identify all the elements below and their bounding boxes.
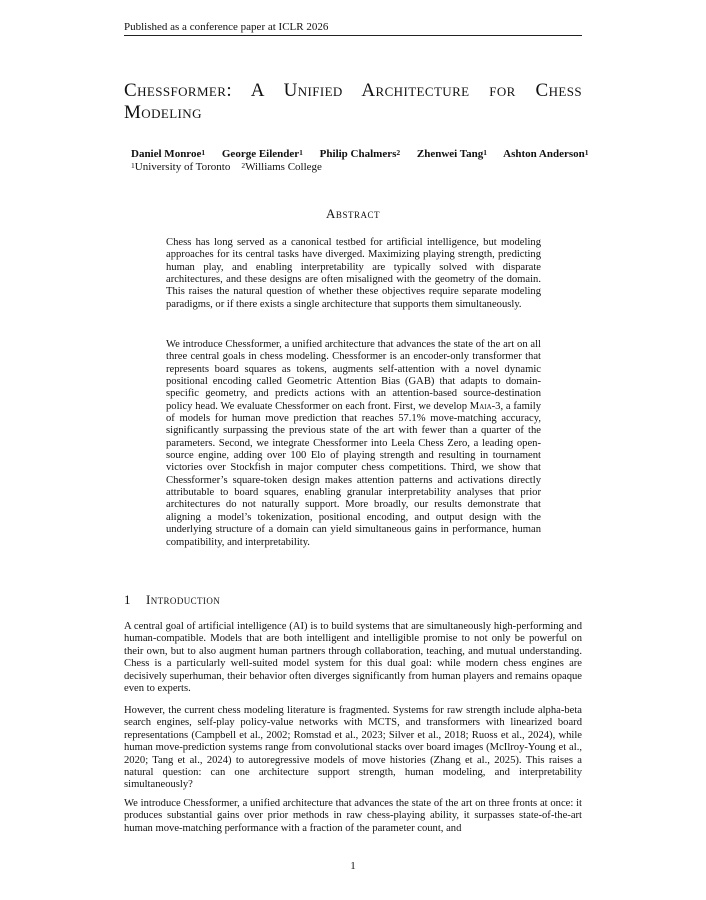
author-affil-mark: 1 [299, 148, 303, 157]
model-name: Maia-3 [469, 400, 501, 412]
abstract-paragraph [166, 339, 541, 549]
body-paragraph: However, the current chess modeling literature is fragmented. Systems for raw strength include alpha-beta search engines, self-play policy-value networks with MCTS, and transformers with linearized board representations (Campbell et al., 2002; Romstad et al., 2023; Silver et al., 2018; Ruoss et al., 2024), while human move-prediction systems range from convolutional stacks over board images (McIlroy-Young et al., 2020; Tang et al., 2024) to autoregressive models of move histories (Zhang et al., 2025). This raises a natural question: can one architecture support strength, human modeling, and interpretability simultaneously? [124, 705, 582, 791]
author-name: Ashton Anderson [503, 148, 585, 160]
affiliations [131, 161, 531, 174]
author [320, 148, 400, 160]
header-rule [124, 35, 582, 36]
abstract-text: We introduce Chessformer, a unified architecture that advances the state of the art on all three central goals in chess modeling. Chessformer is an encoder-only transformer that represents board squares as tokens, augments self-attention with a novel dynamic positional encoding called Geometric Attention Bias (GAB) that adapts to domain-specific geometry, and predicts actions with an attention-based source-destination policy head. We evaluate Chessformer on each front. First, we develop [166, 339, 541, 412]
author-name: Daniel Monroe [131, 148, 202, 160]
affil-mark: 2 [241, 161, 246, 170]
affiliation: Williams College [245, 161, 322, 173]
author [222, 148, 303, 160]
author-name: Philip Chalmers [319, 148, 397, 160]
abstract-heading: Abstract [326, 206, 380, 221]
body-paragraph: We introduce Chessformer, a unified architecture that advances the state of the art on three fronts at once: it produces substantial gains over prior methods in raw chess-playing ability, it surpasses state-of-the-art human move-matching performance with a fraction of the parameter count, and [124, 798, 582, 834]
affiliation: University of Toronto [134, 161, 231, 173]
author-affil-mark: 1 [201, 148, 206, 157]
paper-title: Chessformer: A Unified Architecture for Chess Modeling [124, 80, 582, 123]
author-name: George Eilender [221, 148, 300, 160]
author-affil-mark: 2 [396, 148, 401, 157]
author-affil-mark: 1 [584, 148, 589, 157]
body-paragraph: A central goal of artificial intelligence (AI) is to build systems that are simultaneously high-performing and human-compatible. Models that are both intelligent and intelligible promise to not only be powerful on their own, but to also augment human partners through collaboration, teaching, and mutual understanding. Chess is a particularly well-suited model system for this dual goal: while modern chess engines are decisively superhuman, their behavior often diverges significantly from human players and remains opaque even to experts. [124, 621, 582, 695]
author [131, 148, 205, 160]
section-number: 1 [124, 592, 131, 607]
author-list [131, 148, 611, 161]
running-header: Published as a conference paper at ICLR 2026 [124, 21, 329, 33]
section-heading [124, 592, 582, 608]
affil-mark: 1 [131, 161, 135, 170]
section-title: Introduction [146, 592, 221, 607]
author [503, 148, 588, 160]
author [417, 148, 487, 160]
abstract-paragraph: Chess has long served as a canonical testbed for artificial intelligence, but modeling approaches for its central tasks have diverged. Maximizing playing strength, predicting human play, and enabling interpretability are typically solved with disparate architectures, and these designs are often misaligned with the geometry of the domain. This raises the natural question of whether these objectives require separate modeling paradigms, or if there exists a single architecture that supports them simultaneously. [166, 237, 541, 310]
author-name: Zhenwei Tang [416, 148, 484, 160]
author-affil-mark: 1 [483, 148, 487, 157]
abstract-text: , a family of models for human move prediction that reaches 57.1% move-matching accuracy, significantly surpassing the previous state of the art with fewer than a quarter of the parameters. Second, we integrate Chessformer into Leela Chess Zero, a leading open-source engine, adding over 100 Elo of playing strength and resulting in tournament victories over Stockfish in major computer chess competitions. Third, we show that Chessformer’s square-token design makes attention patterns and activations directly attributable to board squares, enabling granular interpretability analyses that prior architectures do not naturally support. More broadly, our results demonstrate that aligning a model’s tokenization, positional encoding, and output design with the underlying structure of a domain can yield simultaneous gains in performance, human compatibility, and interpretability. [166, 400, 541, 548]
page-number: 1 [350, 860, 356, 872]
